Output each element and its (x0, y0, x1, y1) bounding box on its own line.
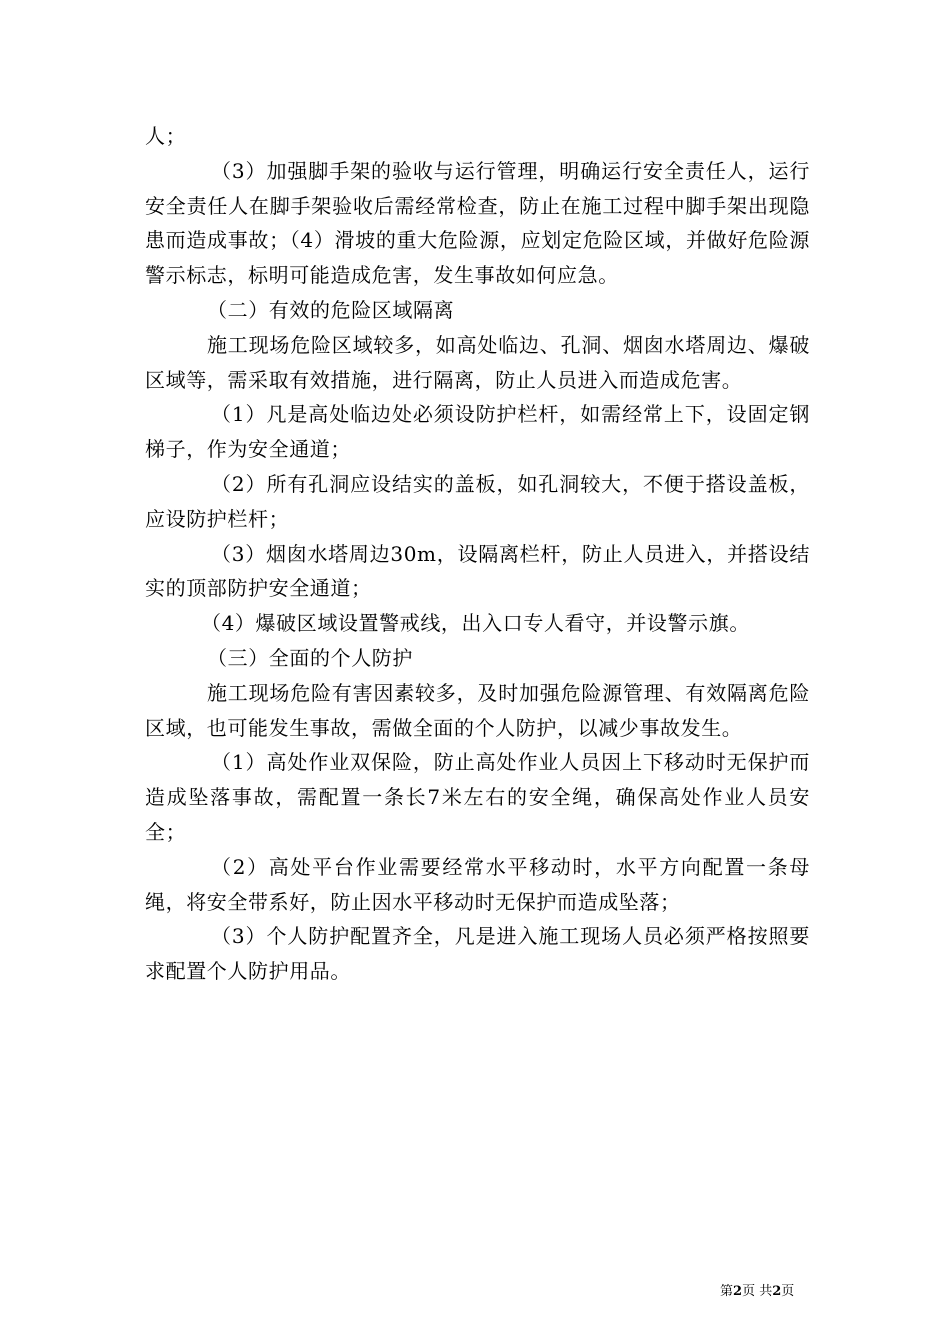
paragraph-danger-zones: 施工现场危险区域较多，如高处临边、孔洞、烟囱水塔周边、爆破区域等，需采取有效措施，进行隔离，防止人员进入而造成危害。 (145, 332, 810, 392)
paragraph-item-2-lifeline: （2）高处平台作业需要经常水平移动时，水平方向配置一条母绳，将安全带系好，防止因水平移动时无保护而造成坠落； (145, 854, 810, 914)
paragraph-personal-protection: 施工现场危险有害因素较多，及时加强危险源管理、有效隔离危险区域，也可能发生事故，需做全面的个人防护，以减少事故发生。 (145, 680, 810, 740)
footer-prefix: 第 (720, 1284, 734, 1299)
footer-page-number: 2 (733, 1284, 743, 1299)
document-body (145, 119, 810, 989)
paragraph-continuation: 人； (145, 124, 187, 148)
footer-suffix: 页 (781, 1284, 795, 1299)
paragraph-item-2-covers: （2）所有孔洞应设结实的盖板，如孔洞较大，不便于搭设盖板，应设防护栏杆； (145, 471, 810, 531)
paragraph-item-3-chimney: （3）烟囱水塔周边30m，设隔离栏杆，防止人员进入，并搭设结实的顶部防护安全通道； (145, 541, 810, 601)
page-footer (720, 1284, 794, 1300)
section-heading-3: （三）全面的个人防护 (207, 645, 413, 670)
footer-total-pages: 2 (772, 1284, 782, 1299)
footer-middle: 页 共 (742, 1284, 773, 1299)
paragraph-item-3-ppe: （3）个人防护配置齐全，凡是进入施工现场人员必须严格按照要求配置个人防护用品。 (145, 924, 810, 984)
paragraph-item-4-blasting: （4）爆破区域设置警戒线，出入口专人看守，并设警示旗。 (201, 611, 750, 636)
section-heading-2: （二）有效的危险区域隔离 (207, 297, 455, 322)
paragraph-item-1-safety-rope: （1）高处作业双保险，防止高处作业人员因上下移动时无保护而造成坠落事故，需配置一条长7米左右的安全绳，确保高处作业人员安全； (145, 750, 810, 844)
paragraph-item-1-railings: （1）凡是高处临边处必须设防护栏杆，如需经常上下，设固定钢梯子，作为安全通道； (145, 402, 810, 462)
paragraph-scaffold-management: （3）加强脚手架的验收与运行管理，明确运行安全责任人，运行安全责任人在脚手架验收后需经常检查，防止在施工过程中脚手架出现隐患而造成事故；（4）滑坡的重大危险源，应划定危险区域，并做好危险源警示标志，标明可能造成危害，发生事故如何应急。 (145, 158, 810, 288)
